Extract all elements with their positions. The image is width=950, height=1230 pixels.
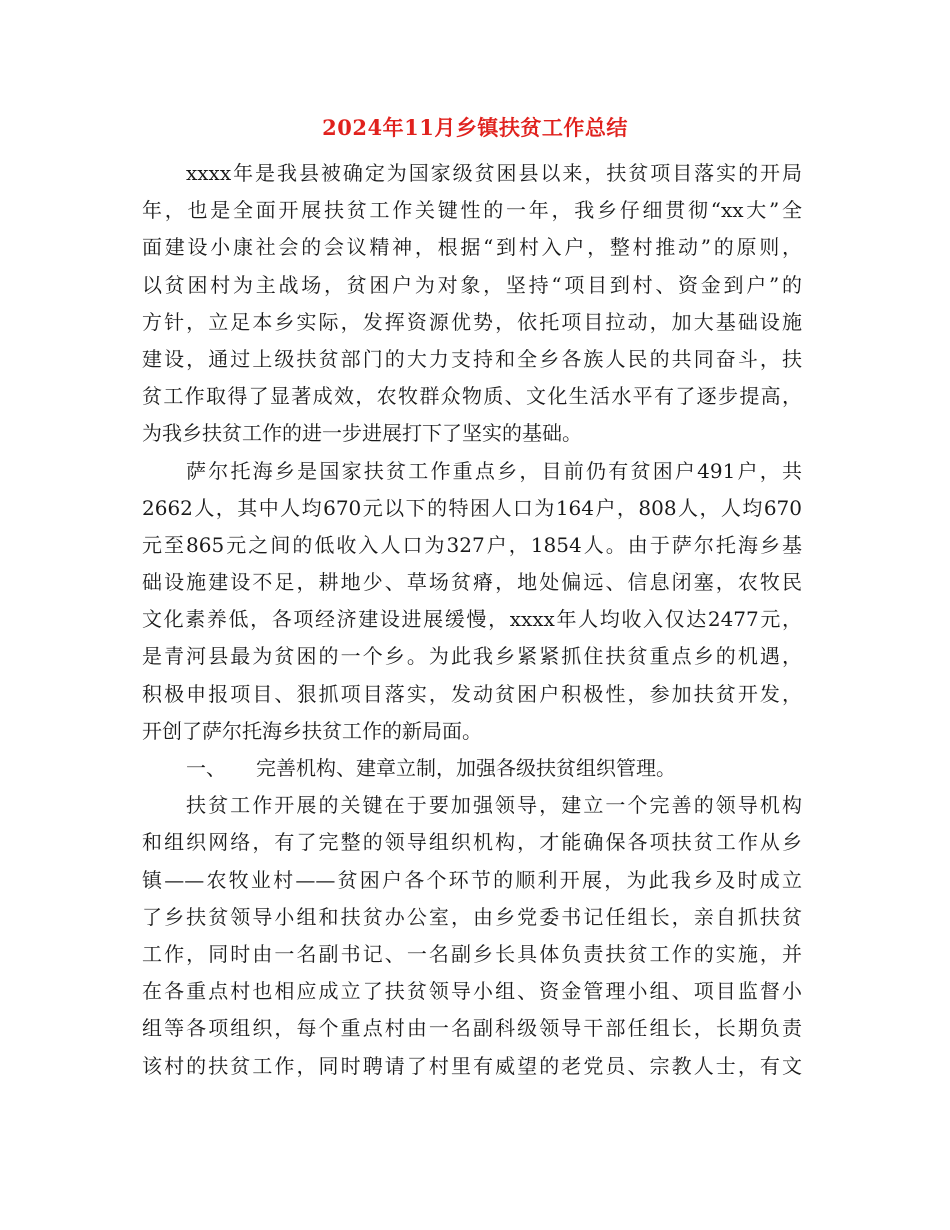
text-line: 该村的扶贫工作，同时聘请了村里有威望的老党员、宗教人士，有文	[142, 1053, 802, 1078]
text-line: 在各重点村也相应成立了扶贫领导小组、资金管理小组、项目监督小	[142, 979, 802, 1004]
text-line: 文化素养低，各项经济建设进展缓慢，xxxx年人均收入仅达2477元，	[142, 607, 802, 632]
paragraph-intro	[142, 155, 802, 453]
text-line: 方针，立足本乡实际，发挥资源优势，依托项目拉动，加大基础设施	[142, 309, 802, 334]
text-line: 础设施建设不足，耕地少、草场贫瘠，地处偏远、信息闭塞，农牧民	[142, 570, 802, 595]
text-line: xxxx年是我县被确定为国家级贫困县以来，扶贫项目落实的开局	[186, 161, 802, 185]
text-line: 是青河县最为贫困的一个乡。为此我乡紧紧抓住扶贫重点乡的机遇，	[142, 644, 802, 669]
paragraph-organization	[142, 787, 802, 1085]
text-line: 贫工作取得了显著成效，农牧群众物质、文化生活水平有了逐步提高，	[142, 384, 802, 409]
text-line: 了乡扶贫领导小组和扶贫办公室，由乡党委书记任组长，亲自抓扶贫	[142, 904, 802, 929]
text-line: 开创了萨尔托海乡扶贫工作的新局面。	[142, 718, 482, 743]
text-line: 和组织网络，有了完整的领导组织机构，才能确保各项扶贫工作从乡	[142, 830, 802, 855]
text-line: 以贫困村为主战场，贫困户为对象，坚持“项目到村、资金到户”的	[142, 272, 802, 297]
text-line: 建设，通过上级扶贫部门的大力支持和全乡各族人民的共同奋斗，扶	[142, 346, 802, 371]
text-line: 面建设小康社会的会议精神，根据“到村入户，整村推动”的原则，	[142, 235, 802, 260]
paragraph-situation	[142, 453, 802, 751]
document-title: 2024年11月乡镇扶贫工作总结	[322, 115, 628, 140]
text-line: 年，也是全面开展扶贫工作关键性的一年，我乡仔细贯彻“xx大”全	[142, 198, 802, 223]
text-line: 萨尔托海乡是国家扶贫工作重点乡，目前仍有贫困户491户，共	[186, 458, 802, 483]
text-line: 积极申报项目、狠抓项目落实，发动贫困户积极性，参加扶贫开发，	[142, 681, 802, 706]
text-line: 组等各项组织，每个重点村由一名副科级领导干部任组长，长期负责	[142, 1016, 802, 1041]
text-line: 为我乡扶贫工作的进一步进展打下了坚实的基础。	[142, 421, 582, 446]
document-body	[142, 155, 802, 1085]
text-line: 镇——农牧业村——贫困户各个环节的顺利开展，为此我乡及时成立	[142, 867, 802, 892]
text-line: 2662人，其中人均670元以下的特困人口为164户，808人，人均670	[142, 495, 802, 520]
text-line: 元至865元之间的低收入人口为327户，1854人。由于萨尔托海乡基	[142, 532, 802, 557]
section-heading-1	[142, 750, 802, 787]
text-line: 扶贫工作开展的关键在于要加强领导，建立一个完善的领导机构	[186, 793, 802, 818]
section-heading-text: 一、 完善机构、建章立制，加强各级扶贫组织管理。	[186, 756, 676, 780]
text-line: 工作，同时由一名副书记、一名副乡长具体负责扶贫工作的实施，并	[142, 941, 802, 966]
